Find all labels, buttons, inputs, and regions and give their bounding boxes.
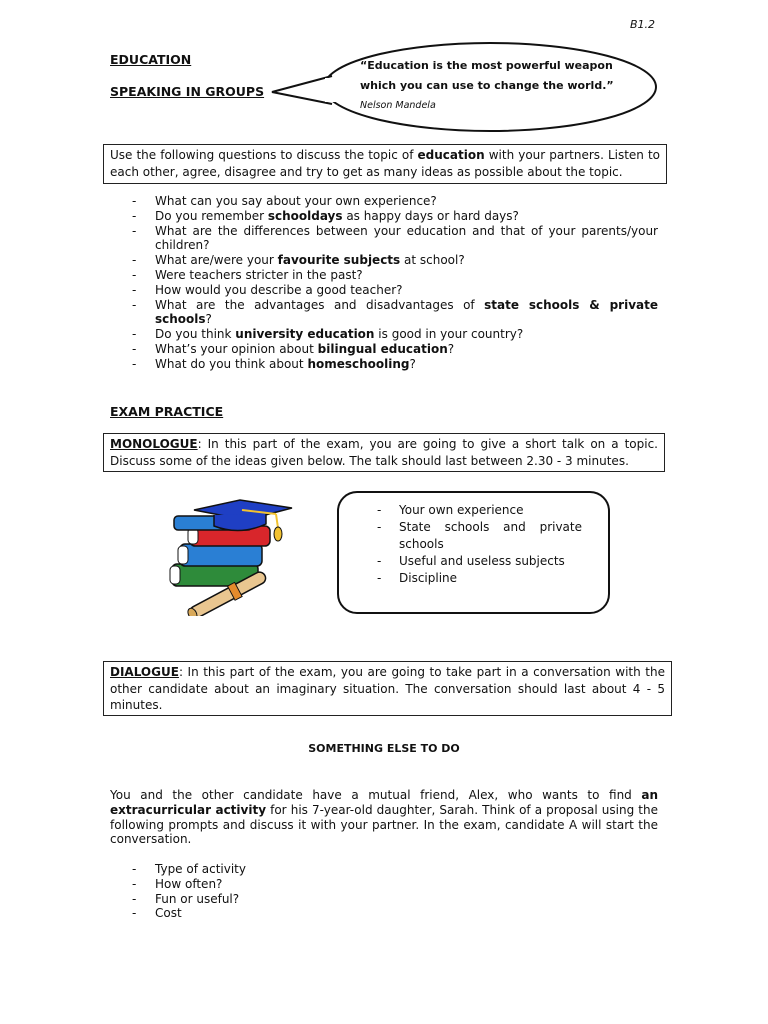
question-item <box>110 224 658 254</box>
heading-something-else: SOMETHING ELSE TO DO <box>308 742 460 755</box>
task-bold: an extracurricular activity <box>110 788 658 817</box>
quote-author: Nelson Mandela <box>360 100 436 111</box>
intro-text: Use the following questions to discuss the topic of <box>110 148 418 162</box>
question-text: ? <box>205 312 212 327</box>
monologue-ideas <box>362 502 582 587</box>
monologue-box <box>103 433 665 472</box>
question-text: What are the differences between your education and that of your parents/your children? <box>155 223 658 253</box>
intro-text-end: with your partners. Listen to each other, agree, disagree and try to get as many ideas as possible about the topic. <box>110 148 661 179</box>
question-item <box>110 357 658 372</box>
question-bold: schooldays <box>267 208 343 223</box>
dialogue-label: DIALOGUE <box>110 665 179 679</box>
level-label: B1.2 <box>630 18 656 31</box>
question-text: as happy days or hard days? <box>342 208 519 223</box>
idea-item: - State schools and private schools <box>362 519 582 553</box>
question-item <box>110 342 658 357</box>
task-text-end: for his 7-year-old daughter, Sarah. Think of a proposal using the following prompts and discuss it with your partner. In the exam, candidate A will start the conversation. <box>110 802 658 847</box>
question-item <box>110 298 658 328</box>
question-text: ? <box>447 341 455 356</box>
question-text: How would you describe a good teacher? <box>155 282 403 297</box>
prompt-item: - Cost <box>110 906 410 921</box>
intro-bold: education <box>417 148 485 162</box>
question-item <box>110 327 658 342</box>
heading-exam-practice: EXAM PRACTICE <box>110 404 224 419</box>
intro-box <box>103 144 667 184</box>
dialogue-box <box>103 661 672 716</box>
question-text: What are the advantages and disadvantages of <box>155 297 485 312</box>
question-item <box>110 209 658 224</box>
discussion-questions <box>110 194 658 372</box>
question-text: What are/were your <box>155 253 278 268</box>
books-graduation-cap-icon <box>168 496 298 616</box>
prompt-item: - Type of activity <box>110 862 410 877</box>
heading-speaking: SPEAKING IN GROUPS <box>110 84 265 99</box>
question-text: What’s your opinion about <box>155 341 318 356</box>
question-bold: state schools & private schools <box>155 297 658 327</box>
heading-education: EDUCATION <box>110 52 192 67</box>
question-item <box>110 194 658 209</box>
question-text: Do you think <box>155 327 236 342</box>
quote-text: “Education is the most powerful weapon which you can use to change the world.” <box>360 59 614 92</box>
question-text: at school? <box>400 253 465 268</box>
prompt-item: - How often? <box>110 877 410 892</box>
question-text: Were teachers stricter in the past? <box>155 267 363 282</box>
question-text: Do you remember <box>155 208 268 223</box>
dialogue-prompts <box>110 862 410 921</box>
question-bold: university education <box>235 327 375 342</box>
question-bold: bilingual education <box>317 341 448 356</box>
quote <box>360 56 630 116</box>
question-bold: favourite subjects <box>277 253 401 268</box>
question-item <box>110 268 658 283</box>
monologue-label: MONOLOGUE <box>110 437 198 451</box>
task-text: You and the other candidate have a mutual friend, Alex, who wants to find <box>110 788 642 802</box>
question-text: What can you say about your own experience? <box>155 194 437 208</box>
question-bold: homeschooling <box>307 356 410 371</box>
dialogue-text: : In this part of the exam, you are going to take part in a conversation with the other candidate about an imaginary situation. The conversation should last about 4 - 5 minutes. <box>110 665 665 712</box>
task-paragraph <box>110 788 658 847</box>
question-text: is good in your country? <box>374 327 524 342</box>
question-text: ? <box>409 356 416 371</box>
monologue-text: : In this part of the exam, you are going to give a short talk on a topic. Discuss some of the ideas given below. The talk should last between 2.30 - 3 minutes. <box>110 437 658 468</box>
prompt-item: - Fun or useful? <box>110 892 410 907</box>
idea-item: - Your own experience <box>362 502 582 519</box>
idea-item: - Useful and useless subjects <box>362 553 582 570</box>
question-item <box>110 283 658 298</box>
question-text: What do you think about <box>155 356 308 371</box>
idea-item: - Discipline <box>362 570 582 587</box>
question-item <box>110 253 658 268</box>
